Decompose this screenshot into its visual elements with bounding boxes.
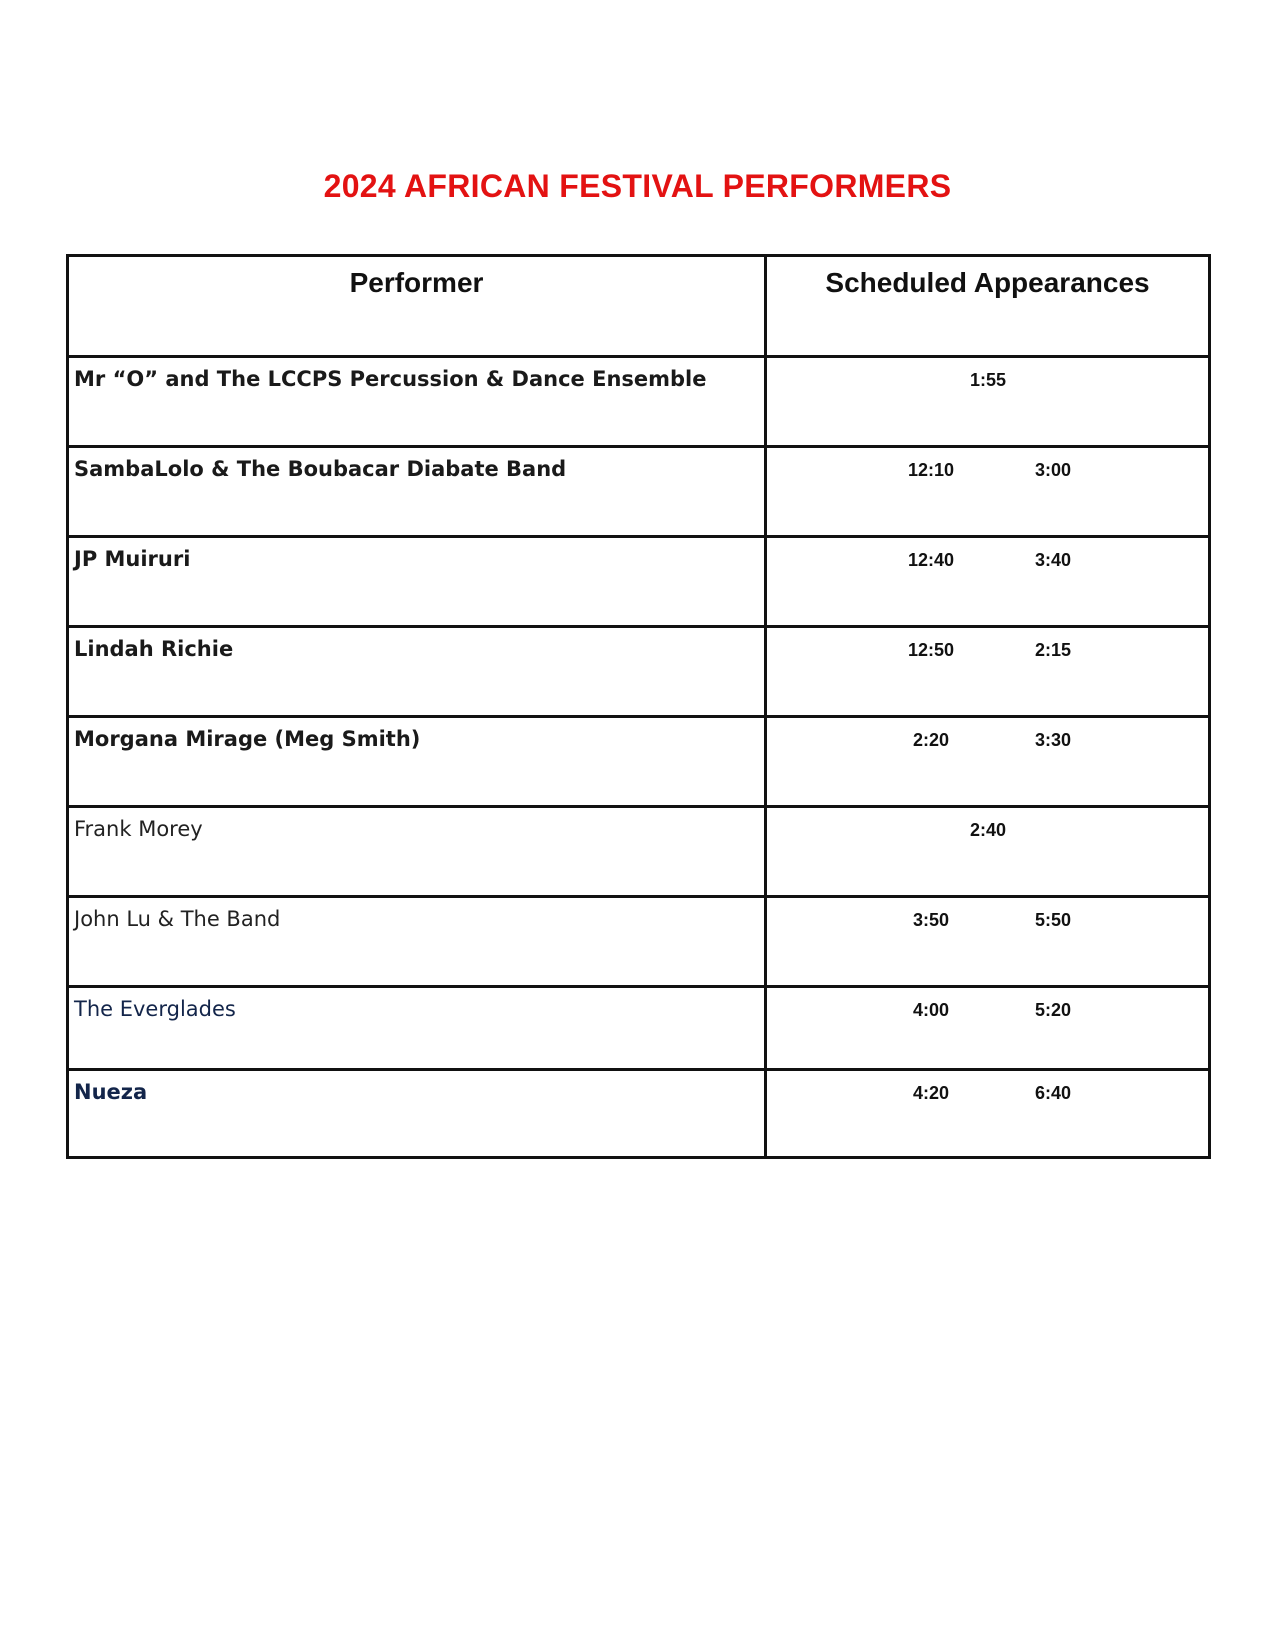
performer-name: Lindah Richie xyxy=(68,627,766,717)
table-row xyxy=(68,897,1210,987)
performer-name: John Lu & The Band xyxy=(68,897,766,987)
appearance-time: 12:10 xyxy=(907,460,955,480)
appearance-time: 2:20 xyxy=(912,730,950,750)
scheduled-times xyxy=(766,897,1210,987)
performer-name: Morgana Mirage (Meg Smith) xyxy=(68,717,766,807)
appearance-time: 2:40 xyxy=(969,820,1007,840)
scheduled-times xyxy=(766,717,1210,807)
performer-schedule-table xyxy=(66,254,1211,1159)
scheduled-times xyxy=(766,627,1210,717)
appearance-time: 5:20 xyxy=(1034,1000,1072,1020)
appearance-time: 2:15 xyxy=(1034,640,1072,660)
scheduled-times xyxy=(766,1070,1210,1158)
appearance-time: 3:50 xyxy=(912,910,950,930)
appearance-time: 3:30 xyxy=(1034,730,1072,750)
table-row xyxy=(68,357,1210,447)
appearances-column-header: Scheduled Appearances xyxy=(766,256,1210,357)
appearance-time: 4:20 xyxy=(912,1083,950,1103)
appearance-time: 6:40 xyxy=(1034,1083,1072,1103)
appearance-time: 12:40 xyxy=(907,550,955,570)
table-row xyxy=(68,807,1210,897)
appearance-time: 12:50 xyxy=(907,640,955,660)
performer-name: SambaLolo & The Boubacar Diabate Band xyxy=(68,447,766,537)
table-row xyxy=(68,537,1210,627)
performer-name: Mr “O” and The LCCPS Percussion & Dance Ensemble xyxy=(68,357,766,447)
appearance-time: 5:50 xyxy=(1034,910,1072,930)
performer-name: Nueza xyxy=(68,1070,766,1158)
scheduled-times xyxy=(766,537,1210,627)
scheduled-times xyxy=(766,807,1210,897)
scheduled-times xyxy=(766,447,1210,537)
table-row xyxy=(68,627,1210,717)
appearance-time: 4:00 xyxy=(912,1000,950,1020)
table-row xyxy=(68,1070,1210,1158)
scheduled-times xyxy=(766,357,1210,447)
performer-column-header: Performer xyxy=(68,256,766,357)
performer-name: The Everglades xyxy=(68,987,766,1070)
performer-name: JP Muiruri xyxy=(68,537,766,627)
page-title: 2024 AFRICAN FESTIVAL PERFORMERS xyxy=(323,168,952,204)
performer-name: Frank Morey xyxy=(68,807,766,897)
table-row xyxy=(68,447,1210,537)
table-row xyxy=(68,717,1210,807)
table-row xyxy=(68,987,1210,1070)
appearance-time: 1:55 xyxy=(969,370,1007,390)
table-header-row xyxy=(68,256,1210,357)
appearance-time: 3:40 xyxy=(1034,550,1072,570)
appearance-time: 3:00 xyxy=(1034,460,1072,480)
scheduled-times xyxy=(766,987,1210,1070)
